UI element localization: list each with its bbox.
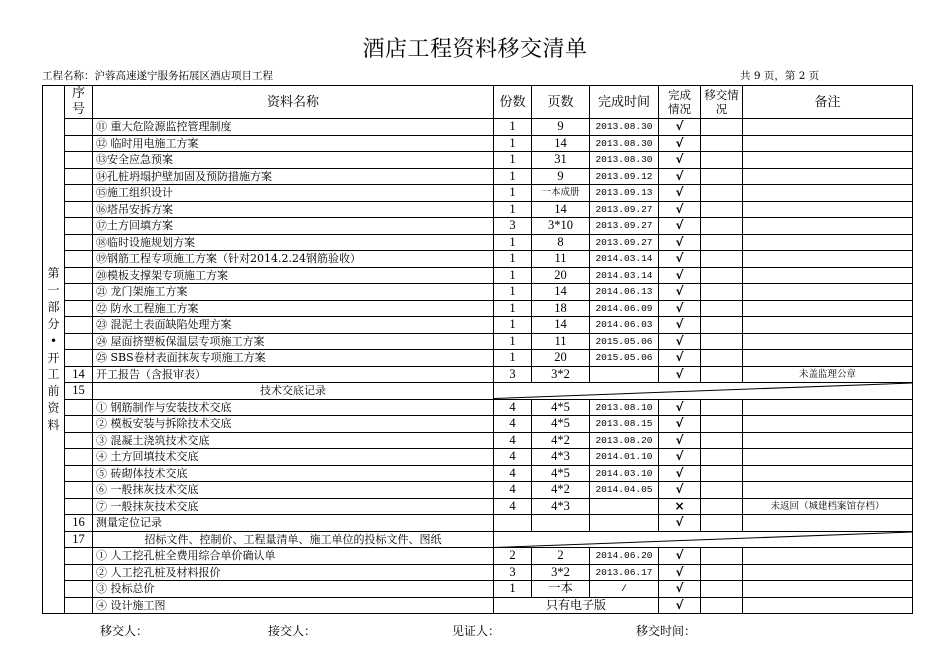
copies-cell: 3: [494, 564, 532, 581]
table-row: [43, 399, 913, 416]
row-number: [65, 350, 93, 367]
pages-cell: 9: [532, 119, 590, 136]
row-number: 16: [65, 515, 93, 532]
pages-cell: 2: [532, 548, 590, 565]
date-cell: 2014.06.09: [590, 300, 659, 317]
completion-status: √: [659, 564, 701, 581]
copies-cell: 4: [494, 432, 532, 449]
pages-cell: 14: [532, 317, 590, 334]
completion-status: √: [659, 465, 701, 482]
handover-status: [701, 185, 743, 202]
item-name: ① 人工挖孔桩全费用综合单价确认单: [93, 548, 494, 565]
copies-cell: 1: [494, 185, 532, 202]
copies-cell: 1: [494, 581, 532, 598]
item-name: ㉑ 龙门架施工方案: [93, 284, 494, 301]
date-cell: 2013.08.10: [590, 399, 659, 416]
date-cell: 2013.09.12: [590, 168, 659, 185]
pages-cell: 一本: [532, 581, 590, 598]
section-merged-cell: [494, 383, 913, 400]
merged-note-cell: 只有电子版: [494, 597, 659, 614]
copies-cell: 1: [494, 251, 532, 268]
header-row: [43, 86, 913, 119]
copies-cell: 1: [494, 350, 532, 367]
header-done-label: 完成情况: [668, 88, 691, 116]
diagonal-line: [494, 532, 912, 548]
handover-status: [701, 416, 743, 433]
remark-cell: [743, 482, 913, 499]
table-row: [43, 548, 913, 565]
pages-cell: 18: [532, 300, 590, 317]
remark-cell: [743, 317, 913, 334]
remark-cell: [743, 515, 913, 532]
header-done: [659, 86, 701, 119]
remark-cell: [743, 218, 913, 235]
copies-cell: 1: [494, 317, 532, 334]
copies-cell: 1: [494, 119, 532, 136]
handover-table: [42, 85, 913, 614]
copies-cell: 3: [494, 218, 532, 235]
completion-status: √: [659, 350, 701, 367]
table-row: [43, 515, 913, 532]
row-number: [65, 597, 93, 614]
table-row: [43, 218, 913, 235]
item-name: 开工报告（含报审表）: [93, 366, 494, 383]
table-row: [43, 300, 913, 317]
remark-cell: [743, 416, 913, 433]
handover-status: [701, 515, 743, 532]
item-name: 测量定位记录: [93, 515, 494, 532]
row-number: [65, 267, 93, 284]
copies-cell: 4: [494, 399, 532, 416]
header-remark: 备注: [743, 86, 913, 119]
item-name: ⑮施工组织设计: [93, 185, 494, 202]
header-no: [65, 86, 93, 119]
table-row: [43, 482, 913, 499]
handover-status: [701, 333, 743, 350]
completion-status: √: [659, 234, 701, 251]
item-name: ㉒ 防水工程施工方案: [93, 300, 494, 317]
table-row: [43, 350, 913, 367]
header-copies: 份数: [494, 86, 532, 119]
date-cell: 2013.09.27: [590, 234, 659, 251]
item-name: ㉕ SBS卷材表面抹灰专项施工方案: [93, 350, 494, 367]
date-cell: [590, 366, 659, 383]
remark-cell: [743, 201, 913, 218]
completion-status: √: [659, 548, 701, 565]
row-number: [65, 465, 93, 482]
item-name: ④ 设计施工图: [93, 597, 494, 614]
table-row: [43, 185, 913, 202]
pages-cell: 3*10: [532, 218, 590, 235]
copies-cell: 1: [494, 168, 532, 185]
copies-cell: 4: [494, 465, 532, 482]
header-date: 完成时间: [590, 86, 659, 119]
date-cell: 2013.08.15: [590, 416, 659, 433]
diagonal-rule: [494, 383, 912, 399]
table-row: [43, 135, 913, 152]
date-cell: 2013.08.30: [590, 119, 659, 136]
remark-cell: [743, 168, 913, 185]
remark-cell: [743, 564, 913, 581]
copies-cell: 4: [494, 498, 532, 515]
item-name: ⑰土方回填方案: [93, 218, 494, 235]
handover-status: [701, 449, 743, 466]
completion-status: √: [659, 201, 701, 218]
pages-cell: 14: [532, 284, 590, 301]
table-row: [43, 201, 913, 218]
handover-status: [701, 581, 743, 598]
row-number: [65, 416, 93, 433]
table-row: [43, 581, 913, 598]
row-number: [65, 548, 93, 565]
header-name: 资料名称: [93, 86, 494, 119]
row-number: 17: [65, 531, 93, 548]
handover-status: [701, 465, 743, 482]
pages-cell: 31: [532, 152, 590, 169]
remark-cell: [743, 581, 913, 598]
item-name: ⑱临时设施规划方案: [93, 234, 494, 251]
row-number: 14: [65, 366, 93, 383]
handover-status: [701, 267, 743, 284]
row-number: [65, 449, 93, 466]
table-row: [43, 333, 913, 350]
remark-cell: [743, 119, 913, 136]
copies-cell: 1: [494, 267, 532, 284]
row-number: [65, 251, 93, 268]
pages-cell: 20: [532, 350, 590, 367]
section-merged-cell: [494, 531, 913, 548]
pages-cell: [532, 515, 590, 532]
row-number: 15: [65, 383, 93, 400]
date-cell: 2013.08.20: [590, 432, 659, 449]
handover-status: [701, 284, 743, 301]
remark-cell: [743, 251, 913, 268]
completion-status: √: [659, 482, 701, 499]
handover-status: [701, 251, 743, 268]
header-handover: [701, 86, 743, 119]
pages-cell: 4*5: [532, 416, 590, 433]
handover-status: [701, 548, 743, 565]
pages-cell: 3*2: [532, 564, 590, 581]
remark-cell: [743, 284, 913, 301]
handover-status: [701, 300, 743, 317]
completion-status: √: [659, 218, 701, 235]
footer-received-by: 接交人：: [268, 624, 317, 638]
table-row: [43, 119, 913, 136]
remark-cell: [743, 300, 913, 317]
date-cell: 2014.01.10: [590, 449, 659, 466]
completion-status: √: [659, 168, 701, 185]
handover-status: [701, 482, 743, 499]
row-number: [65, 333, 93, 350]
footer-handed-by: 移交人：: [100, 624, 149, 638]
completion-status: √: [659, 119, 701, 136]
handover-status: [701, 399, 743, 416]
remark-cell: 未盖监理公章: [743, 366, 913, 383]
table-row: [43, 234, 913, 251]
diagonal-rule: [494, 532, 912, 548]
row-number: [65, 581, 93, 598]
copies-cell: 1: [494, 135, 532, 152]
completion-status: √: [659, 366, 701, 383]
completion-status: √: [659, 300, 701, 317]
section-heading: 技术交底记录: [93, 383, 494, 400]
copies-cell: 2: [494, 548, 532, 565]
table-row: [43, 531, 913, 548]
date-cell: 2014.06.13: [590, 284, 659, 301]
completion-status: √: [659, 515, 701, 532]
item-name: ⑬安全应急预案: [93, 152, 494, 169]
table-row: [43, 432, 913, 449]
table-row: [43, 465, 913, 482]
remark-cell: [743, 432, 913, 449]
row-number: [65, 482, 93, 499]
handover-status: [701, 234, 743, 251]
remark-cell: [743, 465, 913, 482]
remark-cell: [743, 234, 913, 251]
handover-status: [701, 135, 743, 152]
pages-cell: 4*3: [532, 449, 590, 466]
pages-cell: 3*2: [532, 366, 590, 383]
completion-status: √: [659, 399, 701, 416]
remark-cell: 未返回（城建档案馆存档）: [743, 498, 913, 515]
row-number: [65, 218, 93, 235]
item-name: ⑭孔桩坍塌护壁加固及预防措施方案: [93, 168, 494, 185]
item-name: ⑤ 砖砌体技术交底: [93, 465, 494, 482]
pages-cell: 4*5: [532, 399, 590, 416]
table-row: [43, 168, 913, 185]
completion-status: √: [659, 284, 701, 301]
remark-cell: [743, 548, 913, 565]
row-number: [65, 135, 93, 152]
row-number: [65, 152, 93, 169]
completion-status: √: [659, 152, 701, 169]
completion-status: √: [659, 416, 701, 433]
table-row: [43, 284, 913, 301]
pages-cell: 一本成册: [532, 185, 590, 202]
date-cell: 2015.05.06: [590, 333, 659, 350]
date-cell: 2014.03.10: [590, 465, 659, 482]
row-number: [65, 119, 93, 136]
completion-status: √: [659, 333, 701, 350]
table-row: [43, 564, 913, 581]
copies-cell: 1: [494, 234, 532, 251]
date-cell: 2013.06.17: [590, 564, 659, 581]
table-row: [43, 251, 913, 268]
item-name: ⑯塔吊安拆方案: [93, 201, 494, 218]
pages-cell: 9: [532, 168, 590, 185]
pages-cell: 4*2: [532, 432, 590, 449]
row-number: [65, 168, 93, 185]
date-cell: 2013.09.13: [590, 185, 659, 202]
date-cell: 2013.09.27: [590, 201, 659, 218]
completion-status: √: [659, 449, 701, 466]
date-cell: 2014.03.14: [590, 251, 659, 268]
date-cell: 2013.08.30: [590, 152, 659, 169]
copies-cell: 1: [494, 152, 532, 169]
copies-cell: 1: [494, 300, 532, 317]
date-cell: 2014.06.03: [590, 317, 659, 334]
copies-cell: 4: [494, 416, 532, 433]
header-pages: 页数: [532, 86, 590, 119]
pages-cell: 14: [532, 135, 590, 152]
pages-cell: 11: [532, 333, 590, 350]
table-row: [43, 267, 913, 284]
pages-cell: 4*5: [532, 465, 590, 482]
row-number: [65, 201, 93, 218]
page-info: 共 9 页，第 2 页: [740, 70, 820, 82]
remark-cell: [743, 597, 913, 614]
remark-cell: [743, 399, 913, 416]
remark-cell: [743, 152, 913, 169]
date-cell: 2014.06.20: [590, 548, 659, 565]
row-number: [65, 498, 93, 515]
part-label: 第一部分•开工前资料: [47, 265, 60, 433]
handover-status: [701, 498, 743, 515]
date-cell: [590, 515, 659, 532]
table-row: [43, 498, 913, 515]
completion-status: ×: [659, 498, 701, 515]
item-name: ⑲钢筋工程专项施工方案（针对2014.2.24钢筋验收）: [93, 251, 494, 268]
date-cell: [590, 498, 659, 515]
part-label-cell: [43, 86, 65, 614]
handover-status: [701, 119, 743, 136]
completion-status: √: [659, 185, 701, 202]
handover-status: [701, 168, 743, 185]
handover-status: [701, 366, 743, 383]
completion-status: √: [659, 317, 701, 334]
section-heading: 招标文件、控制价、工程量清单、施工单位的投标文件、图纸: [93, 531, 494, 548]
row-number: [65, 317, 93, 334]
item-name: ② 人工挖孔桩及材料报价: [93, 564, 494, 581]
table-row: [43, 366, 913, 383]
copies-cell: 1: [494, 333, 532, 350]
footer-witness: 见证人：: [452, 624, 501, 638]
completion-status: √: [659, 251, 701, 268]
row-number: [65, 432, 93, 449]
item-name: ㉔ 屋面挤塑板保温层专项施工方案: [93, 333, 494, 350]
project-name: 工程名称：沪蓉高速遂宁服务拓展区酒店项目工程: [42, 70, 273, 82]
handover-status: [701, 432, 743, 449]
remark-cell: [743, 185, 913, 202]
copies-cell: 1: [494, 284, 532, 301]
item-name: ① 钢筋制作与安装技术交底: [93, 399, 494, 416]
copies-cell: 1: [494, 201, 532, 218]
item-name: ② 模板安装与拆除技术交底: [93, 416, 494, 433]
remark-cell: [743, 267, 913, 284]
handover-status: [701, 218, 743, 235]
document-title: 酒店工程资料移交清单: [362, 37, 588, 62]
remark-cell: [743, 333, 913, 350]
header-handover-label: 移交情况: [704, 88, 739, 116]
remark-cell: [743, 350, 913, 367]
completion-status: √: [659, 597, 701, 614]
footer-handover-time: 移交时间：: [636, 624, 697, 638]
row-number: [65, 564, 93, 581]
remark-cell: [743, 135, 913, 152]
item-name: ⑪ 重大危险源监控管理制度: [93, 119, 494, 136]
row-number: [65, 300, 93, 317]
row-number: [65, 234, 93, 251]
handover-status: [701, 597, 743, 614]
handover-status: [701, 350, 743, 367]
date-cell: 2013.08.30: [590, 135, 659, 152]
copies-cell: 4: [494, 449, 532, 466]
item-name: ③ 混凝土浇筑技术交底: [93, 432, 494, 449]
handover-status: [701, 152, 743, 169]
item-name: ③ 投标总价: [93, 581, 494, 598]
diagonal-line: [494, 383, 912, 399]
table-row: [43, 449, 913, 466]
date-cell: 2014.04.05: [590, 482, 659, 499]
table-row: [43, 383, 913, 400]
item-name: ⑦ 一般抹灰技术交底: [93, 498, 494, 515]
item-name: ⑳模板支撑架专项施工方案: [93, 267, 494, 284]
remark-cell: [743, 449, 913, 466]
pages-cell: 4*3: [532, 498, 590, 515]
copies-cell: [494, 515, 532, 532]
row-number: [65, 399, 93, 416]
pages-cell: 14: [532, 201, 590, 218]
table-row: [43, 597, 913, 614]
completion-status: √: [659, 581, 701, 598]
handover-status: [701, 201, 743, 218]
copies-cell: 3: [494, 366, 532, 383]
handover-status: [701, 564, 743, 581]
item-name: ㉓ 混泥土表面缺陷处理方案: [93, 317, 494, 334]
date-cell: 2014.03.14: [590, 267, 659, 284]
date-cell: 2013.09.27: [590, 218, 659, 235]
table-row: [43, 416, 913, 433]
pages-cell: 8: [532, 234, 590, 251]
table-row: [43, 152, 913, 169]
item-name: ⑫ 临时用电施工方案: [93, 135, 494, 152]
copies-cell: 4: [494, 482, 532, 499]
completion-status: √: [659, 432, 701, 449]
date-cell: /: [590, 581, 659, 598]
pages-cell: 11: [532, 251, 590, 268]
item-name: ④ 土方回填技术交底: [93, 449, 494, 466]
pages-cell: 4*2: [532, 482, 590, 499]
pages-cell: 20: [532, 267, 590, 284]
date-cell: 2015.05.06: [590, 350, 659, 367]
table-row: [43, 317, 913, 334]
row-number: [65, 284, 93, 301]
item-name: ⑥ 一般抹灰技术交底: [93, 482, 494, 499]
handover-status: [701, 317, 743, 334]
header-no-label: 序号: [72, 86, 86, 117]
completion-status: √: [659, 267, 701, 284]
completion-status: √: [659, 135, 701, 152]
row-number: [65, 185, 93, 202]
